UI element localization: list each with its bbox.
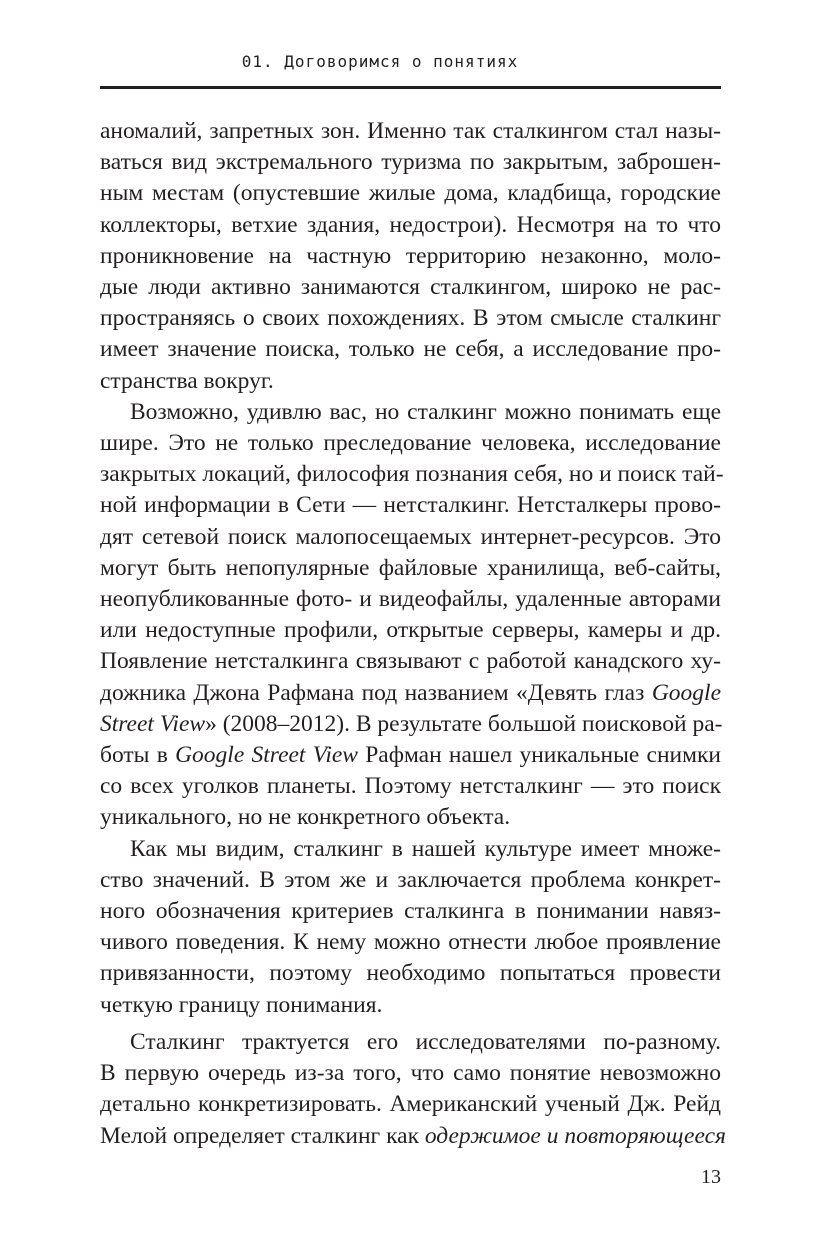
text-line — [100, 1121, 726, 1152]
text-line: четкую границу понимания. — [100, 991, 383, 1018]
text-line: или недоступные профили, открытые серверы, камеры и др. — [100, 617, 721, 644]
italic-run: Street View — [100, 710, 206, 737]
text-line: уникального, но не конкретного объекта. — [100, 804, 511, 831]
text-line: чивого поведения. К нему можно отнести любое проявление — [100, 929, 721, 956]
text-line: Появление нетсталкинга связывают с работой канадского ху- — [100, 648, 721, 675]
paragraph-1 — [100, 116, 721, 397]
text-line: неопубликованные фото- и видеофайлы, удаленные авторами — [100, 586, 721, 613]
italic-run: Google Street View — [175, 742, 358, 769]
text-line: шире. Это не только преследование человека, исследование — [100, 430, 721, 457]
italic-run: Google — [651, 679, 721, 706]
italic-run: одержимое и повторяющееся — [424, 1122, 726, 1149]
paragraph-2 — [100, 397, 724, 834]
text-line: дые люди активно занимаются сталкингом, широко не рас- — [100, 274, 721, 301]
text-line: В первую очередь из-за того, что само понятие невозможно — [100, 1060, 721, 1087]
text-line — [100, 740, 721, 771]
text-run: » (2008–2012). В результате большой поисковой ра- — [205, 710, 723, 737]
text-line: детально конкретизировать. Американский ученый Дж. Рейд — [100, 1091, 721, 1118]
body-text — [100, 116, 726, 1152]
text-line: пространяясь о своих похождениях. В этом смысле сталкинг — [100, 305, 721, 332]
text-line — [100, 678, 721, 709]
text-line: Сталкинг трактуется его исследователями по-разному. — [130, 1028, 721, 1055]
text-line: могут быть непопулярные файловые хранилища, веб-сайты, — [100, 554, 721, 581]
page-number: 13 — [701, 1166, 721, 1188]
text-line: ным местам (опустевшие жилые дома, кладбища, городские — [100, 180, 721, 207]
text-line: привязанности, поэтому необходимо попытаться провести — [100, 960, 721, 987]
text-line: ство значений. В этом же и заключается проблема конкрет- — [100, 866, 721, 893]
text-line — [100, 709, 721, 740]
text-line: Возможно, удивлю вас, но сталкинг можно понимать еще — [130, 398, 721, 425]
text-line: дят сетевой поиск малопосещаемых интернет-ресурсов. Это — [100, 523, 721, 550]
paragraph-3 — [100, 834, 721, 1021]
text-line: проникновение на частную территорию незаконно, моло- — [100, 242, 721, 269]
text-line: Как мы видим, сталкинг в нашей культуре имеет множе- — [130, 835, 721, 862]
text-run: дожника Джона Рафмана под названием «Девять глаз — [100, 679, 652, 706]
running-header: 01. Договоримся о понятиях — [241, 52, 519, 71]
text-line: ваться вид экстремального туризма по закрытым, заброшен- — [100, 149, 721, 176]
text-run: Рафман нашел уникальные снимки — [357, 742, 721, 769]
text-line: ного обозначения критериев сталкинга в понимании навяз- — [100, 898, 721, 925]
text-line: аномалий, запретных зон. Именно так сталкингом стал назы- — [100, 118, 721, 144]
paragraph-4 — [100, 1027, 726, 1152]
text-run: боты в — [100, 742, 176, 769]
text-line: странства вокруг. — [100, 367, 274, 394]
text-line: со всех уголков планеты. Поэтому нетсталкинг — это поиск — [100, 773, 721, 800]
text-line: ной информации в Сети — нетсталкинг. Нетсталкеры прово- — [100, 492, 721, 519]
text-line: коллекторы, ветхие здания, недострои). Несмотря на то что — [100, 211, 721, 238]
text-line: закрытых локаций, философия познания себя, но и поиск тай- — [100, 461, 724, 488]
text-run: Мелой определяет сталкинг как — [100, 1122, 425, 1149]
header-rule — [100, 86, 721, 89]
text-line: имеет значение поиска, только не себя, а исследование про- — [100, 336, 721, 363]
